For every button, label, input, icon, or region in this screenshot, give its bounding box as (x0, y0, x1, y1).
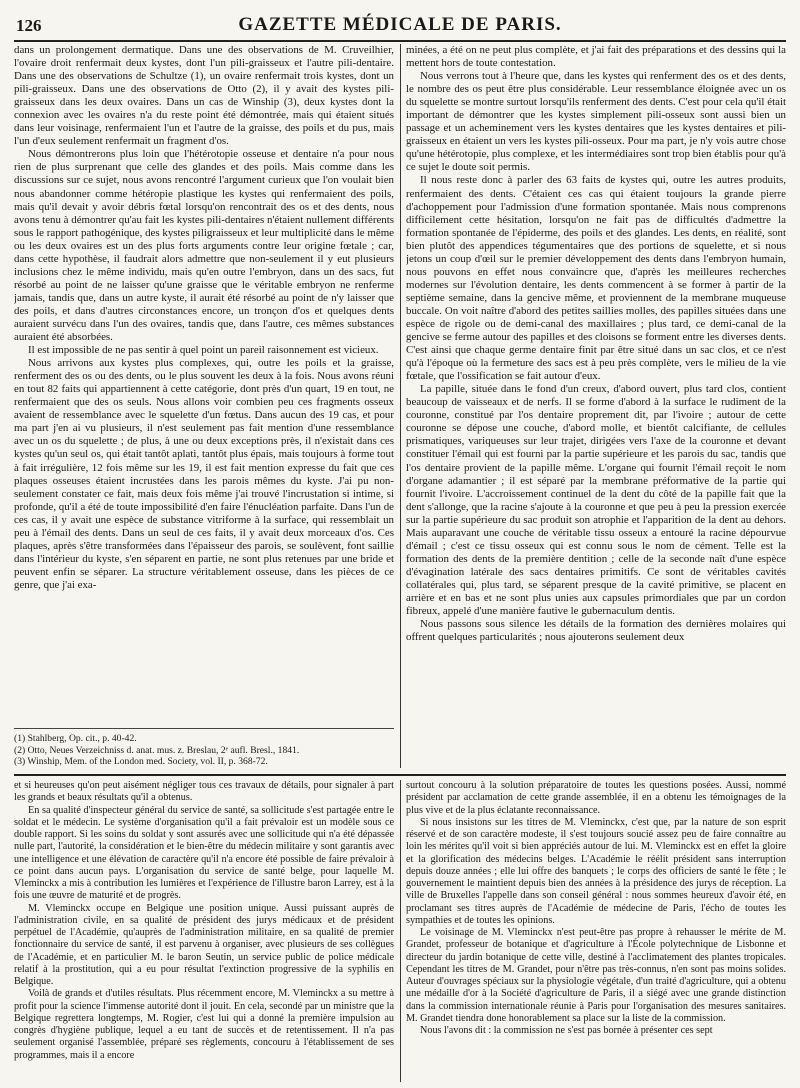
paragraph: Il est impossible de ne pas sentir à quel point un pareil raisonnement est vicieux. (28, 344, 379, 357)
article-top-section (14, 44, 786, 768)
paragraph: En sa qualité d'inspecteur général du service de santé, sa sollicitude s'est partagée entre le soldat et le médecin. Le système d'organisation qu'il a fait prévaloir est un modèle sous ce double rapport. Si les soins du soldat y sont assurés avec une sollicitude qui n'a été dépassée nulle part, l'autorité, la considération et le bien-être du médecin militaire y sont garantis avec une intelligence et une élévation de caractère qu'il n'a encore été possible de faire prévaloir à ce point dans aucun pays. L'organisation du service de santé belge, pour laquelle M. Vleminckx a mis à contribution les lumières et l'expérience de l'illustre baron Larrey, est à la fois une œuvre de maturité et de progrès. (14, 804, 394, 902)
column-divider (400, 780, 401, 1082)
bottom-left-column (14, 780, 394, 1082)
paragraph: Il nous reste donc à parler des 63 faits de kystes qui, outre les autres produits, renfermaient des dents. C'étaient ces cas qui étaient toujours la grande pierre d'achoppement pour l'admission d'une formation spontanée. Mais nous comprenons difficilement cette hésitation, lorsqu'on ne fait pas de difficultés d'admettre la formation spontanée de l'épiderme, des poils et des glandes. Les dents, en réalité, sont bien plutôt des appendices tégumentaires que des portions de squelette, et si nous jetons un coup d'œil sur le premier développement des dents dans l'embryon humain, nous pouvons en effet nous convaincre que, d'après les meilleures recherches modernes sur l'évolution dentaire, les dents commencent à se former à partir de la septième semaine, dans la gencive même, et proviennent de la membrane muqueuse buccale. On voit naître d'abord des petites saillies molles, des papilles situées dans une espèce de rigole ou de demi-canal des maxillaires ; plus tard, ce demi-canal de la gencive se ferme autour des papilles et des cloisons se forment entre les diverses dents. C'est ainsi que chaque germe dentaire finit par être situé dans un sac clos, et ce n'est qu'à l'époque où la fermeture des sacs est à peu près complète, vers le milieu de la vie fœtale, que l'ossification se fait autour d'eux. (406, 174, 786, 383)
paragraph: surtout concouru à la solution préparatoire de toutes les questions posées. Aussi, nommé président par acclamation de cette grande assemblée, il en a obtenu les témoignages de la plus vive et de la plus éclatante reconnaissance. (406, 780, 786, 816)
paragraph: et si heureuses qu'on peut aisément négliger tous ces travaux de détails, pour signaler à part les grands et beaux résultats qu'il a obtenus. (14, 780, 394, 804)
footnote-3: (3) Winship, Mem. of the London med. Society, vol. II, p. 368-72. (14, 756, 268, 768)
paragraph: Nous arrivons aux kystes plus complexes, qui, outre les poils et la graisse, renferment des os ou des dents, ou le plus souvent les deux à la fois. Nous avons réuni en tout 82 faits qui appartiennent à cette catégorie, dont près d'un quart, 19 en tout, ne renfermaient que des os seuls. Nous allons voir combien peu ces fragments osseux avaient de ressemblance avec le squelette d'un fœtus. Dans aucun des 19 cas, et pour ma part j'en ai vu plusieurs, il n'est seulement pas fait mention d'une ressemblance avec un os du squelette ; de plus, à une ou deux exceptions près, il n'existait dans ces kystes qu'un seul os, qui était tantôt aplati, tantôt plus épais, mais toujours à forme tout à fait irrégulière, 12 fois même sur les 19, il est fait mention expresse du fait que ces plaques osseuses étaient incrustées dans les parois mêmes du kyste. J'ai pu non-seulement constater ce fait, mais deux fois même j'ai trouvé l'incrustation si intime, si profonde, qu'il a été de toute impossibilité d'en faire l'énucléation parfaite. Dans l'un de ces cas, il y avait une espèce de substance vitriforme à la surface, qui ressemblait un peu à l'émail des dents. Dans un seul de ces faits, il y avait deux morceaux d'os. Ces plaques, après s'être transformées dans l'épaisseur des parois, se soulèvent, font saillie dans l'intérieur du kyste, s'en séparent en partie, ne sont plus retenues par une bride et peuvent enfin se séparer. La structure véritablement osseuse, dans les pièces de ce genre, que j'ai exa- (14, 357, 394, 591)
section-divider (14, 774, 786, 776)
paragraph: minées, a été on ne peut plus complète, et j'ai fait des préparations et des dessins qui la mettent hors de toute contestation. (406, 44, 786, 70)
paragraph: Nous démontrerons plus loin que l'hétérotopie osseuse et dentaire n'a pour nous rien de plus surprenant que celle des glandes et des poils. Mais comme dans les discussions sur ce sujet, nous avons rencontré l'argument curieux que l'on voulait bien nous abandonner comme hétéropie plastique les kystes qui renfermaient des poils, mais qu'il devait y avoir débris fœtal lorsqu'on rencontrait des os et des dents, nous avons tenu à démontrer qu'au fait les kystes pili-dentaires n'étaient nullement différents sous le rapport pathogénique, des kystes piligraisseux et leur multiplicité dans le même ou les deux ovaires est un des plus forts arguments contre leur origine fœtale ; car, dans cette hypothèse, il faudrait alors admettre que non-seulement il y eut plusieurs inclusions chez le même individu, mais qu'en outre l'embryon, dans un des sacs, fut résorbé au point de ne laisser qu'une graisse que le véritable embryon ne renferme jamais, tandis que, dans un autre kyste, il aurait été résorbé au point de n'y laisser que des poils, et dans d'autres circonstances encore, un tronçon d'os et quelques dents auraient survécu dans l'un des ovaires, tandis que, dans l'autre, ces mêmes substances auraient été absorbées. (14, 148, 394, 344)
paragraph: Nous verrons tout à l'heure que, dans les kystes qui renferment des os et des dents, le nombre des os peut être plus considérable. Leur ressemblance éloignée avec un os du squelette se montre surtout lorsqu'ils renferment des dents. C'est pour cela qu'il était important de démontrer que les kystes simplement pili-osseux sont aussi bien un passage et un acheminement vers les kystes dentaires que les kystes dentaires et pili-graisseux en étaient un vers les kystes pili-osseux. Pour ma part, je n'y vois autre chose qu'une hétérotopie, plus complexe, et les intermédiaires sont trop bien établis pour qu'à ce sujet le doute soit permis. (406, 70, 786, 174)
paragraph: dans un prolongement dermatique. Dans une des observations de M. Cruveilhier, l'ovaire droit renfermait deux kystes, dont l'un pili-graisseux et l'autre pili-dentaire. Dans une des observations de Schultze (1), un ovaire renfermait trois kystes, dont un pili-graisseux. Dans une des observations de Otto (2), il y avait des kystes pili-graisseux dans les deux ovaires. Dans un cas de Winship (3), deux kystes dont la connexion avec les ovaires n'a du reste point été démontrée, mais qui étaient situés dans leur voisinage, renfermaient l'un et l'autre de la graisse, des poils et du pus, mais l'un d'eux seulement renfermait un fragment d'os. (14, 44, 394, 148)
column-divider (400, 44, 401, 768)
top-right-column (406, 44, 786, 768)
top-left-column (14, 44, 394, 768)
journal-title: GAZETTE MÉDICALE DE PARIS. (238, 14, 562, 35)
footnote-2: (2) Otto, Neues Verzeichniss d. anat. mus. z. Breslau, 2ᵉ aufl. Bresl., 1841. (14, 744, 300, 756)
paragraph: Nous passons sous silence les détails de la formation des dernières molaires qui offrent quelques particularités ; nous ajouterons seulement deux (406, 618, 786, 644)
footnote-1: (1) Stahlberg, Op. cit., p. 40-42. (14, 733, 137, 745)
page-number: 126 (16, 16, 42, 35)
paragraph: La papille, située dans le fond d'un creux, d'abord ouvert, plus tard clos, contient beaucoup de vaisseaux et de nerfs. Il se forme d'abord à la surface le rudiment de la couronne, constitué par l'os dentaire proprement dit, par l'ivoire ; autour de cette couronne se dépose une couche, d'abord molle, et bientôt calcifiante, de cellules prismatiques, variqueuses sur leur trajet, dirigées vers l'axe de la couronne et devant constituer l'émail qui est fourni par la partie supérieure et les parois du sac, tandis que l'os dentaire provient de la papille même. L'organe qui fournit l'émail reçoit le nom d'organe adamantier ; il est séparé par la membrane préformative de la partie qui fournit l'ivoire. L'accroissement continuel de la dent du côté de la papille fait que la dent s'allonge, que la racine s'ajoute à la couronne et que peu à peu la pression exercée sur la partie supérieure du sac produit son atrophie et l'apparition de la dent au dehors. Mais auparavant une couche de véritable tissu osseux a entouré la racine dépourvue d'émail ; c'est ce tissu osseux qui est connu sous le nom de cément. Telle est la formation des dents de la première dentition ; celle de la seconde naît d'une espèce d'évagination latérale des sacs dentaires primitifs. Ce sont de véritables cavités collatérales qui, plus tard, se séparent presque de la cavité primitive, se placent en arrière et en bas et ne sont plus unies aux capsules primordiales que par un cordon fibreux, appelé d'une manière fautive le gubernaculum dentis. (406, 383, 786, 618)
paragraph: M. Vleminckx occupe en Belgique une position unique. Aussi puissant auprès de l'administration civile, en sa qualité de président des jurys médicaux et de président perpétuel de l'Académie, qu'auprès de l'administration militaire, en sa qualité de premier fonctionnaire du service de santé, il est parvenu à organiser, avec plusieurs de ses collègues de l'Académie, et en particulier M. le baron Seutin, un service public de police médicale relatif à la prostitution, qui a eu pour résultat l'extinction progressive de la syphilis en Belgique. (14, 902, 394, 987)
bottom-right-column (406, 780, 786, 1082)
paragraph: Le voisinage de M. Vleminckx n'est peut-être pas propre à rehausser le mérite de M. Grandet, professeur de botanique et d'agriculture à l'École polytechnique de Lisbonne et directeur du jardin botanique de cette ville, destiné à l'acclimatement des plantes tropicales. Cependant les titres de M. Grandet, pour n'être pas très-connus, n'en sont pas moins solides. Auteur d'ouvrages spéciaux sur la physiologie végétale, d'un traité d'agriculture, qui a obtenu une médaille d'or à la Société d'agriculture de Paris, il a siégé avec une grande distinction dans la commission internationale réunie à Paris pour l'organisation des mesures sanitaires. M. Grandet tiendra done honorablement sa place sur la liste de la commission. (406, 927, 786, 1024)
footnotes (14, 728, 394, 768)
paragraph: Nous l'avons dit : la commission ne s'est pas bornée à présenter ces sept (420, 1025, 713, 1036)
paragraph: Voilà de grands et d'utiles résultats. Plus récemment encore, M. Vleminckx a su mettre à profit pour la science l'immense autorité dont il jouit. En cela, secondé par un ministre que la Belgique regrettera longtemps, M. Rogier, c'est lui qui a donné la première impulsion au congrès d'hygiène publique, lequel a eu tant de succès et de retentissement. Il n'a pas seulement organisé l'assemblée, préparé ses règlements, concouru à l'établissement de ses programmes, mais il a encore (14, 988, 394, 1061)
feuilleton-section (14, 780, 786, 1082)
page-header (14, 10, 786, 42)
paragraph: Si nous insistons sur les titres de M. Vleminckx, c'est que, par la nature de son esprit réservé et de son caractère modeste, il s'est toujours soucié assez peu de faire connaître au loin les mérites qu'il voit si bien appréciés autour de lui. M. Vleminckx est en effet la gloire et la glorification des médecins belges. L'Académie le réélit président sans interruption depuis douze années ; elle lui offre des banquets ; le corps des officiers de santé le fête ; le gouvernement le maintient depuis bien des années à la présidence des jurys de réception. La ville de Bruxelles l'appelle dans son conseil général : nous sommes heureux d'avoir été, en proclamant ses titres auprès de l'Académie de médecine de Paris, l'écho de toutes les sympathies et de toutes les opinions. (406, 816, 786, 926)
